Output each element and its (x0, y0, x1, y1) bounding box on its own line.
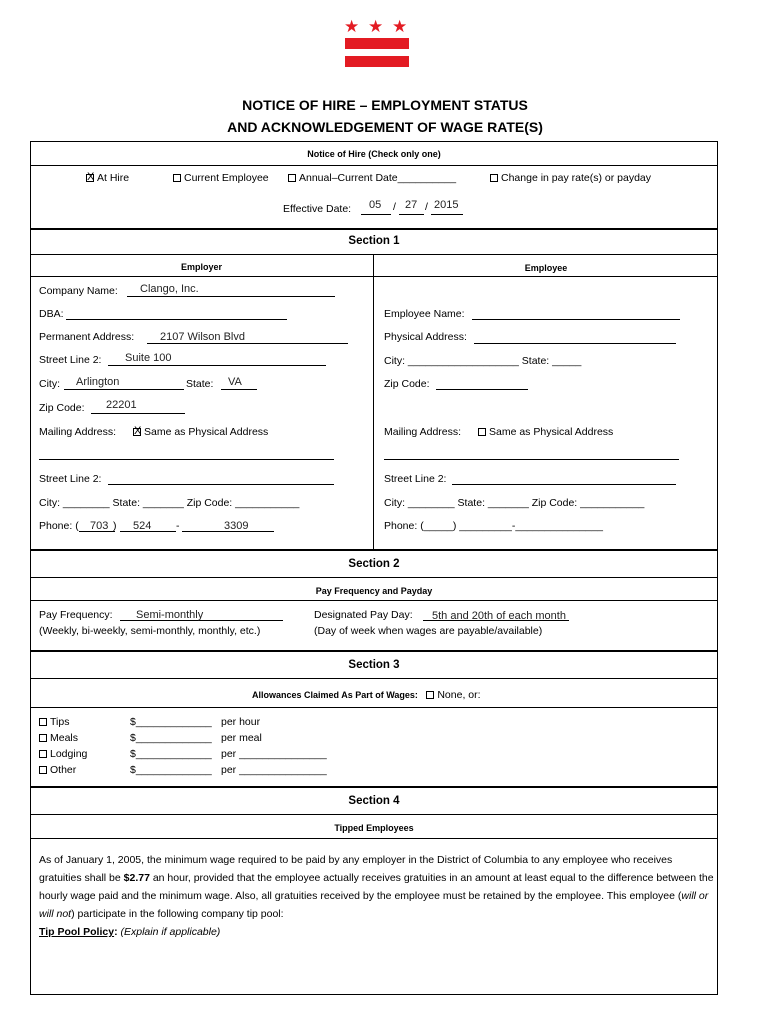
zip-line (91, 413, 185, 414)
company-line (127, 296, 335, 297)
employee-csz-line[interactable]: City: ________ State: _______ Zip Code: ___________ (384, 497, 645, 509)
column-divider (373, 254, 374, 550)
page-title-line1: NOTICE OF HIRE – EMPLOYMENT STATUS (242, 97, 528, 113)
allowance-per[interactable]: per _______________ (221, 764, 327, 776)
employer-mailing-label: Mailing Address: (39, 426, 117, 438)
employee-city-state-line[interactable]: City: ___________________ State: _____ (384, 355, 582, 367)
phone-label: Phone: ( (39, 520, 79, 532)
phone-line-field[interactable]: 3309 (224, 520, 249, 532)
allowance-amount[interactable]: $_____________ (130, 716, 212, 728)
employee-zip-label: Zip Code: (384, 378, 430, 390)
allowance-label: Meals (50, 732, 79, 744)
employer-same-as-physical[interactable] (133, 426, 268, 438)
permanent-address-label: Permanent Address: (39, 331, 135, 343)
current-employee-label: Current Employee (184, 172, 269, 184)
tip-wage-amount: $2.77 (123, 872, 150, 884)
street2-field[interactable]: Suite 100 (125, 352, 172, 364)
at-hire-option[interactable] (86, 172, 129, 184)
checkbox[interactable] (478, 428, 486, 436)
state-field[interactable]: VA (228, 376, 242, 388)
pay-day-label: Designated Pay Day: (314, 609, 413, 621)
perm-line (147, 343, 348, 344)
page-title-line2: AND ACKNOWLEDGEMENT OF WAGE RATE(S) (227, 119, 543, 135)
employee-name-field[interactable] (472, 319, 680, 320)
employer-street2b-field[interactable] (108, 484, 334, 485)
checkbox[interactable] (39, 766, 47, 774)
pay-day-hint: (Day of week when wages are payable/available) (314, 625, 543, 637)
section2-subheading: Pay Frequency and Payday (315, 586, 433, 596)
tip-pool-line (39, 926, 220, 938)
street2-line (108, 365, 326, 366)
checkbox[interactable] (39, 750, 47, 758)
company-name-label: Company Name: (39, 285, 118, 297)
employee-phone-line[interactable]: Phone: (_____) _________-_______________ (384, 520, 603, 532)
employer-heading: Employer (180, 262, 222, 272)
section4-subheading: Tipped Employees (334, 823, 414, 833)
tip-pool-label: Tip Pool Policy (39, 926, 115, 938)
current-employee-option[interactable] (173, 172, 269, 184)
flag-bar (345, 56, 409, 67)
allowance-row-other (39, 764, 76, 776)
effective-month[interactable]: 05 (369, 199, 382, 211)
section3-title: Section 3 (348, 659, 400, 671)
city-field[interactable]: Arlington (76, 376, 120, 388)
street2-label: Street Line 2: (39, 354, 102, 366)
same-as-physical-label: Same as Physical Address (144, 426, 269, 438)
allowance-label: Tips (50, 716, 70, 728)
pay-frequency-hint: (Weekly, bi-weekly, semi-monthly, monthly, etc.) (39, 625, 261, 637)
permanent-address-field[interactable]: 2107 Wilson Blvd (160, 331, 245, 343)
checkbox[interactable] (490, 174, 498, 182)
para-text: ) participate in the following company tip pool: (71, 908, 284, 920)
effective-date-label: Effective Date: (283, 203, 352, 215)
city-label: City: (39, 378, 60, 390)
employer-csz-line[interactable]: City: ________ State: _______ Zip Code: ___________ (39, 497, 300, 509)
allowance-amount[interactable]: $_____________ (130, 732, 212, 744)
allowance-label: Lodging (50, 748, 88, 760)
allowance-row-lodging (39, 748, 87, 760)
slash: / (425, 201, 428, 213)
checkbox-checked[interactable]: X (87, 171, 95, 183)
divider (30, 165, 718, 166)
dash: - (176, 520, 180, 532)
section1-title: Section 1 (348, 235, 400, 247)
annual-label: Annual–Current Date__________ (299, 172, 457, 184)
checkbox[interactable] (288, 174, 296, 182)
phone-area-field[interactable]: 703 (90, 520, 109, 532)
allowances-label: Allowances Claimed As Part of Wages: (252, 690, 418, 700)
flag-bar (345, 38, 409, 49)
physical-address-field[interactable] (474, 343, 676, 344)
allowance-per: per hour (221, 716, 261, 728)
section2-title: Section 2 (348, 558, 400, 570)
divider (30, 814, 718, 815)
allowance-amount[interactable]: $_____________ (130, 764, 212, 776)
divider (30, 838, 718, 839)
dc-flag-logo (344, 18, 410, 68)
none-label: None, or: (437, 689, 481, 701)
star-icon: ★ (368, 17, 384, 36)
checkbox[interactable] (39, 718, 47, 726)
effective-year[interactable]: 2015 (434, 199, 459, 211)
allowance-row-meals (39, 732, 78, 744)
dba-field[interactable] (66, 319, 287, 320)
employee-street2-label: Street Line 2: (384, 473, 447, 485)
allowances-line (252, 685, 481, 703)
para-text: As of January 1, 2005, the minimum wage required to be paid by any employer in the District of Columbia to any employee who receives gratuities shall be (39, 854, 673, 884)
para-text: an hour, provided that the employee actually receives gratuities in an amount at least equal to the difference between the hourly wage paid and the minimum wage. Also, all gratuities received by the employee must be retained by the employee. This employee ( (39, 872, 714, 902)
employee-name-label: Employee Name: (384, 308, 465, 320)
effective-day[interactable]: 27 (405, 199, 418, 211)
divider (30, 577, 718, 578)
employee-street2-field[interactable] (452, 484, 676, 485)
company-name-field[interactable]: Clango, Inc. (140, 283, 199, 295)
day-line (399, 214, 424, 215)
phone-prefix-field[interactable]: 524 (133, 520, 152, 532)
same-as-physical-label: Same as Physical Address (489, 426, 614, 438)
divider (30, 600, 718, 601)
month-line (361, 214, 391, 215)
notice-heading: Notice of Hire (Check only one) (307, 149, 441, 159)
divider (30, 254, 718, 255)
star-icon: ★ (392, 17, 408, 36)
change-option[interactable] (490, 172, 651, 184)
allowance-row-tips (39, 716, 69, 728)
divider (30, 678, 718, 679)
checkbox-checked[interactable]: X (134, 425, 142, 437)
dba-label: DBA: (39, 308, 64, 320)
star-icon: ★ (344, 17, 360, 36)
will-or-will-not: will or will not (39, 890, 709, 920)
state-line (221, 389, 257, 390)
employee-mailing-label: Mailing Address: (384, 426, 462, 438)
physical-address-label: Physical Address: (384, 331, 467, 343)
employer-mailing-field[interactable] (39, 459, 334, 460)
city-line (64, 389, 184, 390)
divider (374, 276, 718, 277)
none-option[interactable] (426, 689, 480, 701)
pay-day-field[interactable]: 5th and 20th of each month (432, 610, 566, 622)
section4-title: Section 4 (348, 795, 400, 807)
employee-zip-field[interactable] (436, 389, 528, 390)
paren: ) (113, 520, 117, 532)
slash: / (393, 201, 396, 213)
allowance-per[interactable]: per _______________ (221, 748, 327, 760)
tip-pool-colon: : (114, 926, 118, 938)
at-hire-label: At Hire (97, 172, 130, 184)
zip-label: Zip Code: (39, 402, 85, 414)
divider (30, 707, 718, 708)
allowance-label: Other (50, 764, 77, 776)
allowance-amount[interactable]: $_____________ (130, 748, 212, 760)
checkbox[interactable] (39, 734, 47, 742)
divider (30, 276, 373, 277)
employee-mailing-field[interactable] (384, 459, 679, 460)
pay-frequency-label: Pay Frequency: (39, 609, 113, 621)
tipped-employees-paragraph (39, 851, 714, 923)
pay-frequency-field[interactable]: Semi-monthly (136, 609, 204, 621)
year-line (431, 214, 463, 215)
employee-same-as-physical[interactable] (478, 426, 613, 438)
change-label: Change in pay rate(s) or payday (501, 172, 651, 184)
tip-pool-field[interactable] (39, 945, 709, 989)
checkbox[interactable] (426, 691, 434, 699)
employee-heading: Employee (524, 263, 568, 273)
tip-pool-hint: (Explain if applicable) (120, 926, 221, 938)
annual-option[interactable] (288, 172, 456, 184)
checkbox[interactable] (173, 174, 181, 182)
allowance-per: per meal (221, 732, 262, 744)
state-label: State: (186, 378, 214, 390)
employer-street2b-label: Street Line 2: (39, 473, 102, 485)
zip-field[interactable]: 22201 (106, 399, 137, 411)
